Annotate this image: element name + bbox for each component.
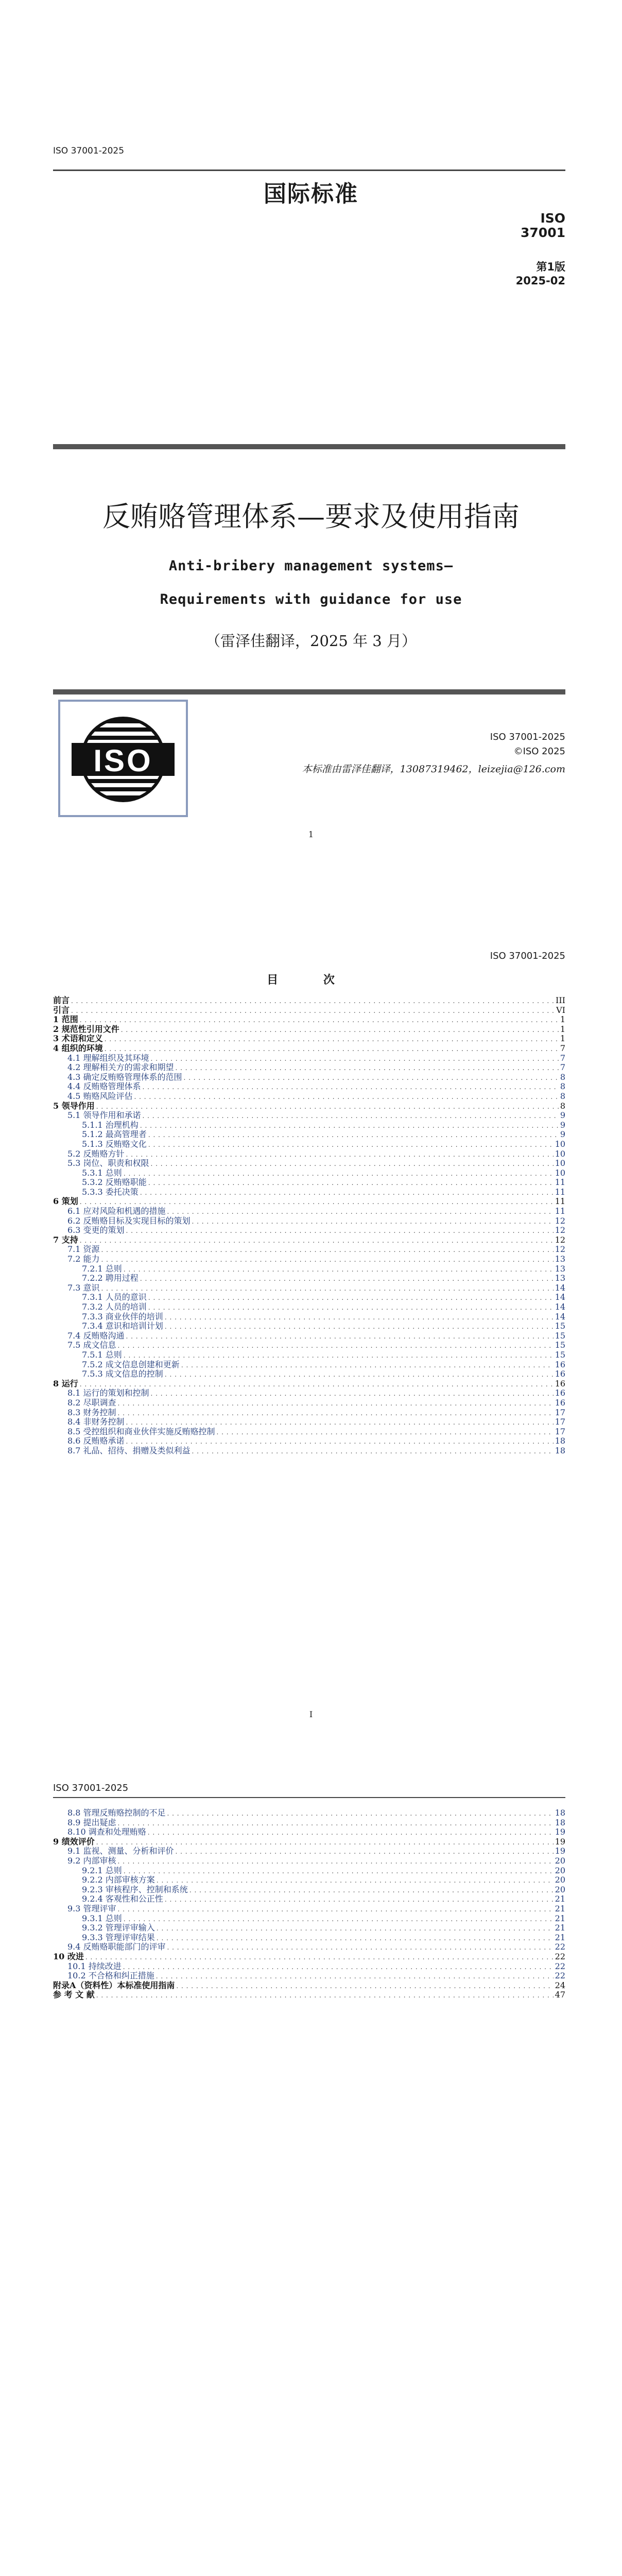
toc-leader-dots [156, 1972, 554, 1981]
toc-title: 目 次 [267, 973, 355, 987]
toc-entry-page: 19 [555, 1827, 565, 1837]
reference-number: ISO 37001-2025 [490, 732, 565, 742]
toc-entry[interactable] [53, 1923, 565, 1933]
toc-entry-page: 19 [555, 1836, 565, 1846]
toc-entry[interactable] [53, 1875, 565, 1885]
toc-entry-label: 附录A（资料性）本标准使用指南 [53, 1980, 175, 1990]
international-standard-label: 国际标准 [264, 181, 358, 207]
toc-entry[interactable] [53, 1034, 565, 1044]
toc-entry-page: 15 [555, 1321, 565, 1331]
toc-leader-dots [124, 1265, 554, 1275]
toc-entry[interactable] [53, 1149, 565, 1159]
toc-entry[interactable] [53, 1111, 565, 1121]
toc-entry-label: 8.9 提出疑虑 [67, 1817, 116, 1827]
toc-leader-dots [167, 1809, 554, 1819]
toc-entry[interactable] [53, 1178, 565, 1188]
toc-entry-label: 2 规范性引用文件 [53, 1024, 119, 1034]
toc2-list [53, 1808, 565, 2000]
toc-entry-label: 5.1 领导作用和承诺 [67, 1110, 141, 1121]
toc-entry-page: 12 [555, 1234, 565, 1245]
toc-entry-page: 1 [560, 1033, 565, 1044]
toc-leader-dots [151, 1054, 559, 1064]
toc-entry-label: 5.3.2 反贿赂职能 [82, 1177, 147, 1188]
toc-list [53, 996, 565, 1456]
toc-leader-dots [118, 1857, 554, 1867]
toc-entry-page: 21 [555, 1913, 565, 1923]
toc-entry[interactable] [53, 1942, 565, 1952]
toc-entry-label: 引言 [53, 1005, 70, 1015]
toc-entry[interactable] [53, 1369, 565, 1379]
toc-entry-page: 10 [555, 1139, 565, 1149]
toc-entry-page: 14 [555, 1302, 565, 1312]
toc-entry-page: 13 [555, 1254, 565, 1264]
toc-leader-dots [96, 1102, 559, 1112]
toc-entry-page: 22 [555, 1951, 565, 1961]
toc-entry-label: 9 绩效评价 [53, 1836, 95, 1846]
toc-entry[interactable] [53, 1082, 565, 1092]
edition: 第1版 [536, 261, 565, 273]
toc-entry[interactable] [53, 1846, 565, 1856]
toc-leader-dots [165, 1895, 554, 1905]
toc-entry-page: 21 [555, 1932, 565, 1942]
toc-entry-page: 11 [555, 1196, 565, 1207]
cover-iso-header: ISO 37001-2025 [53, 146, 125, 156]
toc-entry[interactable] [53, 1379, 565, 1389]
toc-leader-dots [148, 1140, 554, 1150]
toc-leader-dots [105, 1035, 559, 1044]
toc-entry[interactable] [53, 1063, 565, 1073]
toc-leader-dots [126, 1226, 554, 1236]
toc-entry[interactable] [53, 1140, 565, 1149]
toc-leader-dots [217, 1428, 554, 1437]
toc-entry-page: 16 [555, 1388, 565, 1398]
toc-entry[interactable] [53, 1427, 565, 1437]
toc-entry-page: 13 [555, 1263, 565, 1274]
toc-leader-dots [124, 1914, 554, 1924]
toc-entry[interactable] [53, 1015, 565, 1025]
toc-entry-page: 9 [560, 1129, 565, 1140]
toc-entry-label: 8.3 财务控制 [67, 1407, 116, 1417]
toc-entry[interactable] [53, 1388, 565, 1398]
toc-leader-dots [85, 1953, 554, 1962]
toc-leader-dots [118, 1819, 554, 1828]
toc-entry-page: 8 [560, 1081, 565, 1092]
toc-entry-page: 24 [555, 1980, 565, 1990]
toc-leader-dots [167, 1207, 554, 1217]
toc-entry-page: 17 [555, 1426, 565, 1436]
toc-entry[interactable] [53, 1904, 565, 1914]
toc-entry-page: 18 [555, 1817, 565, 1827]
toc-entry-page: 1 [560, 1024, 565, 1034]
toc-leader-dots [151, 1389, 554, 1399]
toc-entry-page: 10 [555, 1148, 565, 1159]
toc-entry[interactable] [53, 1818, 565, 1828]
toc-entry-page: 21 [555, 1894, 565, 1904]
toc-entry-label: 8.7 礼品、招待、捐赠及类似利益 [67, 1445, 191, 1455]
toc-entry[interactable] [53, 1092, 565, 1101]
toc-entry-page: 19 [555, 1846, 565, 1856]
toc-leader-dots [126, 1418, 554, 1428]
toc-entry-label: 7.1 资源 [67, 1244, 100, 1255]
toc-entry-label: 9.2.2 内部审核方案 [82, 1875, 155, 1885]
document-title-cn: 反贿赂管理体系—要求及使用指南 [102, 500, 520, 533]
toc-entry-label: 8 运行 [53, 1378, 78, 1388]
toc-entry[interactable] [53, 1837, 565, 1847]
toc-entry-page: 11 [555, 1177, 565, 1188]
toc-entry[interactable] [53, 1264, 565, 1274]
toc-entry-page: 8 [560, 1091, 565, 1101]
toc-entry-page: 9 [560, 1110, 565, 1121]
toc-leader-dots [143, 1111, 559, 1121]
toc-entry-page: 18 [555, 1808, 565, 1818]
toc-leader-dots [157, 1934, 554, 1943]
toc-entry-label: 7.3.3 商业伙伴的培训 [82, 1311, 163, 1321]
toc-entry-page: 21 [555, 1903, 565, 1913]
toc-entry-page: 16 [555, 1378, 565, 1388]
toc-leader-dots [134, 1092, 559, 1102]
logo-text: ISO [93, 743, 153, 778]
toc-entry[interactable] [53, 1341, 565, 1350]
toc-entry[interactable] [53, 1006, 565, 1015]
toc-entry-label: 6.1 应对风险和机遇的措施 [67, 1206, 166, 1216]
toc-entry[interactable] [53, 1398, 565, 1408]
toc-leader-dots [126, 1332, 554, 1342]
toc-entry-page: 16 [555, 1369, 565, 1379]
toc-entry-label: 4.2 理解相关方的需求和期望 [67, 1062, 174, 1073]
toc-entry-page: 8 [560, 1072, 565, 1082]
toc-leader-dots [140, 1121, 559, 1131]
toc-entry[interactable] [53, 1933, 565, 1943]
toc-leader-dots [148, 1178, 554, 1188]
toc-entry[interactable] [53, 1981, 565, 1991]
toc-entry[interactable] [53, 1159, 565, 1168]
toc-entry-page: 22 [555, 1942, 565, 1952]
toc-entry-label: 8.5 受控组织和商业伙伴实施反贿赂控制 [67, 1426, 215, 1436]
toc-leader-dots [140, 1274, 554, 1284]
toc-entry[interactable] [53, 1856, 565, 1866]
toc-entry[interactable] [53, 996, 565, 1006]
toc-entry-label: 5.3.1 总则 [82, 1167, 122, 1178]
toc-entry[interactable] [53, 1274, 565, 1283]
toc-leader-dots [121, 1025, 559, 1035]
toc-entry-label: 7.5 成文信息 [67, 1340, 116, 1350]
toc-entry-label: 4.3 确定反贿赂管理体系的范围 [67, 1072, 182, 1082]
toc-entry-label: 5 领导作用 [53, 1100, 95, 1111]
toc-entry-label: 参 考 文 献 [53, 1990, 95, 2000]
toc-entry-page: 20 [555, 1855, 565, 1866]
toc-entry-page: 1 [560, 1014, 565, 1025]
toc-entry-label: 8.4 非财务控制 [67, 1417, 125, 1427]
toc-entry[interactable] [53, 1293, 565, 1302]
toc-entry-label: 3 术语和定义 [53, 1033, 103, 1044]
toc-leader-dots [101, 1255, 554, 1265]
toc-leader-dots [189, 1886, 554, 1895]
toc-entry-label: 5.1.2 最高管理者 [82, 1129, 147, 1140]
toc-leader-dots [167, 1943, 554, 1953]
toc-entry-label: 9.4 反贿赂职能部门的评审 [67, 1942, 166, 1952]
toc-entry-label: 9.3.3 管理评审结果 [82, 1932, 155, 1942]
toc-entry[interactable] [53, 1168, 565, 1178]
toc-entry[interactable] [53, 1885, 565, 1895]
toc-leader-dots [101, 1245, 554, 1255]
toc-entry-page: 16 [555, 1397, 565, 1408]
toc-leader-dots [184, 1073, 559, 1083]
toc-leader-dots [123, 1962, 554, 1972]
toc-entry[interactable] [53, 1827, 565, 1837]
toc-entry[interactable] [53, 1073, 565, 1082]
toc-entry[interactable] [53, 1302, 565, 1312]
toc-entry-label: 5.1.1 治理机构 [82, 1120, 139, 1130]
toc-entry[interactable] [53, 1331, 565, 1341]
toc-entry-label: 9.2.1 总则 [82, 1865, 122, 1875]
toc-entry[interactable] [53, 1321, 565, 1331]
toc-entry-label: 9.2 内部审核 [67, 1855, 116, 1866]
toc-leader-dots [118, 1399, 554, 1409]
toc-entry[interactable] [53, 1446, 565, 1456]
toc-entry-page: 14 [555, 1311, 565, 1321]
toc-entry-page: 9 [560, 1120, 565, 1130]
toc-entry-page: 16 [555, 1359, 565, 1369]
toc-leader-dots [176, 1847, 554, 1857]
title-bottom-rule [53, 689, 565, 694]
toc-entry[interactable] [53, 1025, 565, 1035]
toc-entry-page: 20 [555, 1875, 565, 1885]
toc-entry-label: 5.2 反贿赂方针 [67, 1148, 125, 1159]
header-divider [53, 170, 565, 171]
toc-leader-dots [181, 1361, 554, 1370]
toc-entry[interactable] [53, 1962, 565, 1972]
document-title-en-line1: Anti-bribery management systems— [168, 558, 454, 574]
toc-entry[interactable] [53, 1044, 565, 1054]
toc-entry[interactable] [53, 1130, 565, 1140]
toc-leader-dots [165, 1313, 554, 1323]
toc-entry-label: 6.2 反贿赂目标及实现目标的策划 [67, 1215, 191, 1226]
toc-entry[interactable] [53, 1197, 565, 1207]
toc-entry-label: 10.2 不合格和纠正措施 [67, 1971, 154, 1981]
toc-entry[interactable] [53, 1235, 565, 1245]
toc-entry-page: 18 [555, 1436, 565, 1446]
toc-entry-label: 4 组织的环境 [53, 1043, 103, 1053]
toc-entry-page: 14 [555, 1292, 565, 1302]
toc-leader-dots [96, 1991, 554, 2001]
toc-entry-label: 6.3 变更的策划 [67, 1225, 125, 1235]
toc-entry-label: 5.3.3 委托决策 [82, 1187, 139, 1197]
toc-entry[interactable] [53, 1350, 565, 1360]
toc-leader-dots [80, 1380, 554, 1389]
toc-entry-page: 15 [555, 1340, 565, 1350]
copyright-notice: ©ISO 2025 [513, 746, 565, 757]
toc-entry[interactable] [53, 1216, 565, 1226]
toc-entry-page: 22 [555, 1961, 565, 1971]
toc-leader-dots [118, 1905, 554, 1914]
toc-entry-page: 14 [555, 1282, 565, 1293]
toc-entry-label: 9.2.4 客观性和公正性 [82, 1894, 163, 1904]
toc-entry[interactable] [53, 1101, 565, 1111]
toc-entry-page: 18 [555, 1445, 565, 1455]
toc-entry-label: 5.3 岗位、职责和权限 [67, 1158, 149, 1168]
toc-leader-dots [148, 1303, 554, 1313]
toc-leader-dots [126, 1150, 554, 1160]
toc-entry[interactable] [53, 1417, 565, 1427]
toc-entry-label: 7.2 能力 [67, 1254, 100, 1264]
translation-note: 本标准由雷泽佳翻译，13087319462，leizejia@126.com [302, 764, 565, 775]
toc-leader-dots [192, 1447, 554, 1456]
toc-leader-dots [143, 1082, 559, 1092]
iso-number: 37001 [521, 225, 565, 240]
toc-entry-label: 10 改进 [53, 1951, 84, 1961]
toc-entry[interactable] [53, 1894, 565, 1904]
toc-entry[interactable] [53, 1207, 565, 1216]
toc-entry-label: 9.3 管理评审 [67, 1903, 116, 1913]
toc-leader-dots [124, 1169, 554, 1179]
toc-entry-label: 7.5.1 总则 [82, 1349, 122, 1360]
toc-entry-page: 20 [555, 1884, 565, 1894]
toc-entry-page: 11 [555, 1187, 565, 1197]
toc-iso-header: ISO 37001-2025 [490, 951, 565, 961]
toc-entry-page: 7 [560, 1043, 565, 1053]
toc-entry-label: 4.5 贿赂风险评估 [67, 1091, 133, 1101]
toc-entry-label: 7.5.3 成文信息的控制 [82, 1369, 163, 1379]
page-number-toc: I [309, 1709, 313, 1719]
toc-leader-dots [118, 1341, 554, 1351]
toc-entry[interactable] [53, 1952, 565, 1962]
toc-entry-label: 4.1 理解组织及其环境 [67, 1053, 149, 1063]
toc-entry-page: 12 [555, 1244, 565, 1255]
toc-entry[interactable] [53, 1054, 565, 1063]
toc-entry-label: 9.2.3 审核程序、控制和系统 [82, 1884, 188, 1894]
toc-entry-label: 7.2.1 总则 [82, 1263, 122, 1274]
toc2-header-divider [53, 1797, 565, 1798]
document-title-en-line2: Requirements with guidance for use [160, 591, 462, 607]
toc-leader-dots [151, 1159, 554, 1169]
toc-entry-label: 1 范围 [53, 1014, 78, 1025]
toc-entry-label: 前言 [53, 995, 70, 1005]
toc-entry-page: 15 [555, 1349, 565, 1360]
toc-leader-dots [140, 1188, 554, 1198]
toc-entry-page: 21 [555, 1923, 565, 1933]
toc-entry[interactable] [53, 1914, 565, 1924]
toc-entry-page: 12 [555, 1215, 565, 1226]
toc-entry[interactable] [53, 1408, 565, 1418]
toc-leader-dots [157, 1924, 554, 1934]
toc-entry[interactable] [53, 1245, 565, 1255]
toc-entry-page: 15 [555, 1330, 565, 1341]
toc-leader-dots [148, 1293, 554, 1303]
toc-leader-dots [165, 1322, 554, 1332]
toc-entry-page: 7 [560, 1053, 565, 1063]
toc-entry[interactable] [53, 1226, 565, 1235]
toc-entry-page: III [556, 995, 565, 1005]
toc-leader-dots [148, 1130, 559, 1140]
toc-entry-page: 22 [555, 1971, 565, 1981]
toc-leader-dots [157, 1876, 554, 1886]
toc-entry-page: VI [556, 1005, 565, 1015]
toc-leader-dots [71, 996, 554, 1006]
toc-leader-dots [101, 1284, 554, 1294]
toc-entry-page: 11 [555, 1206, 565, 1216]
toc-entry-label: 7.3.4 意识和培训计划 [82, 1321, 163, 1331]
toc-leader-dots [192, 1217, 554, 1227]
iso-label: ISO [540, 211, 565, 226]
toc-entry-label: 6 策划 [53, 1196, 78, 1207]
toc-leader-dots [165, 1370, 554, 1380]
toc-entry[interactable] [53, 1436, 565, 1446]
toc-entry-label: 8.6 反贿赂承诺 [67, 1436, 125, 1446]
toc-entry-label: 7.3.2 人员的培训 [82, 1302, 147, 1312]
toc-entry[interactable] [53, 1121, 565, 1130]
toc-entry-page: 7 [560, 1062, 565, 1073]
toc-entry-label: 9.1 监视、测量、分析和评价 [67, 1846, 174, 1856]
toc-entry-label: 7.3.1 人员的意识 [82, 1292, 147, 1302]
toc-leader-dots [148, 1828, 554, 1838]
page-number-cover: 1 [308, 829, 314, 839]
toc-leader-dots [80, 1015, 559, 1025]
toc-entry-label: 5.1.3 反贿赂文化 [82, 1139, 147, 1149]
toc-leader-dots [71, 1006, 555, 1016]
toc-entry-label: 9.3.2 管理评审输入 [82, 1923, 155, 1933]
toc2-iso-header: ISO 37001-2025 [53, 1783, 129, 1793]
toc-entry[interactable] [53, 1808, 565, 1818]
toc-entry-page: 10 [555, 1158, 565, 1168]
toc-entry-label: 10.1 持续改进 [67, 1961, 122, 1971]
toc-entry-label: 8.8 管理反贿赂控制的不足 [67, 1808, 166, 1818]
toc-leader-dots [176, 1063, 559, 1073]
toc-leader-dots [124, 1351, 554, 1361]
toc-entry-label: 7.3 意识 [67, 1282, 100, 1293]
toc-entry-page: 12 [555, 1225, 565, 1235]
toc-entry[interactable] [53, 1360, 565, 1370]
toc-leader-dots [80, 1236, 554, 1246]
toc-entry-label: 7.2.2 聘用过程 [82, 1273, 139, 1283]
toc-entry-label: 7 支持 [53, 1234, 78, 1245]
toc-entry-page: 13 [555, 1273, 565, 1283]
translator-note: （雷泽佳翻译，2025 年 3 月） [205, 632, 417, 650]
publication-date: 2025-02 [515, 275, 565, 287]
toc-leader-dots [118, 1409, 554, 1418]
toc-entry-page: 8 [560, 1100, 565, 1111]
toc-entry[interactable] [53, 1990, 565, 2000]
toc-entry[interactable] [53, 1971, 565, 1981]
iso-logo [58, 700, 188, 817]
toc-entry-label: 7.4 反贿赂沟通 [67, 1330, 125, 1341]
toc-entry-label: 8.2 尽职调查 [67, 1397, 116, 1408]
toc-entry[interactable] [53, 1866, 565, 1876]
toc-entry-page: 17 [555, 1407, 565, 1417]
toc-entry[interactable] [53, 1188, 565, 1197]
toc-entry[interactable] [53, 1255, 565, 1264]
toc-entry-label: 7.5.2 成文信息创建和更新 [82, 1359, 180, 1369]
toc-entry-label: 9.3.1 总则 [82, 1913, 122, 1923]
toc-entry[interactable] [53, 1283, 565, 1293]
toc-leader-dots [176, 1981, 553, 1991]
title-top-rule [53, 444, 565, 449]
toc-entry-page: 10 [555, 1167, 565, 1178]
toc-entry[interactable] [53, 1312, 565, 1322]
toc-leader-dots [105, 1044, 559, 1054]
toc-entry-page: 17 [555, 1417, 565, 1427]
toc-leader-dots [124, 1867, 554, 1876]
toc-entry-page: 20 [555, 1865, 565, 1875]
toc-entry-page: 47 [555, 1990, 565, 2000]
toc-entry-label: 4.4 反贿赂管理体系 [67, 1081, 141, 1092]
toc-entry-label: 8.10 调查和处理贿赂 [67, 1827, 146, 1837]
toc-entry-label: 8.1 运行的策划和控制 [67, 1388, 149, 1398]
